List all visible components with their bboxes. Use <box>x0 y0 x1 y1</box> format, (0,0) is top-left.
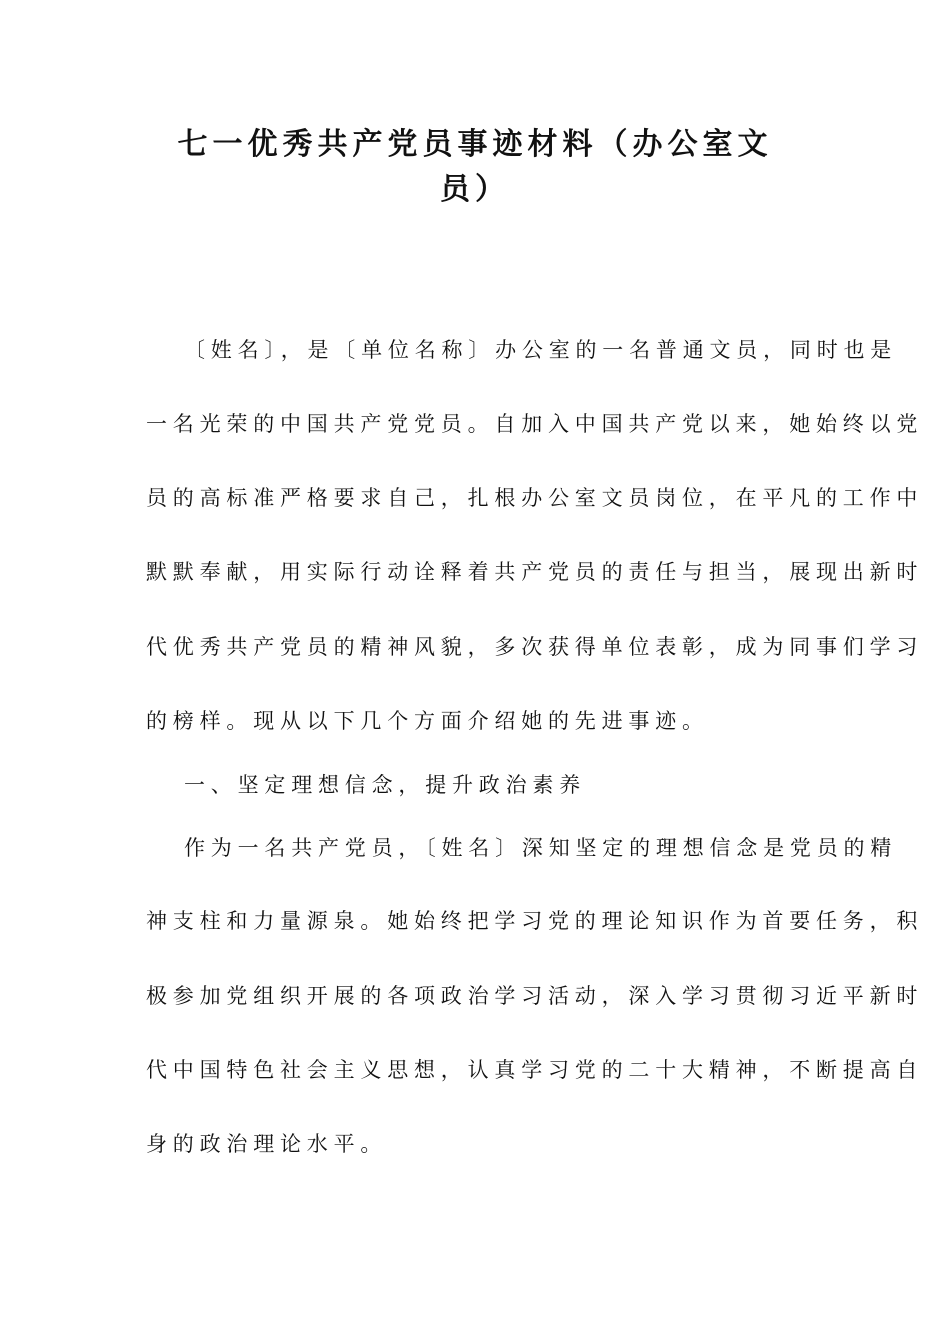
section-heading: 一、坚定理想信念，提升政治素养 <box>184 773 586 797</box>
intro-line: 一名光荣的中国共产党党员。自加入中国共产党以来，她始终以党 <box>146 412 924 436</box>
intro-line: 的榜样。现从以下几个方面介绍她的先进事迹。 <box>146 709 709 733</box>
section-line: 作为一名共产党员，〔姓名〕深知坚定的理想信念是党员的精 <box>184 836 898 860</box>
intro-line: 代优秀共产党员的精神风貌，多次获得单位表彰，成为同事们学习 <box>146 635 924 659</box>
intro-line: 员的高标准严格要求自己，扎根办公室文员岗位，在平凡的工作中 <box>146 486 924 510</box>
document-title-line-2: 员） <box>440 172 510 207</box>
section-line: 代中国特色社会主义思想，认真学习党的二十大精神，不断提高自 <box>146 1058 924 1082</box>
intro-line: 〔姓名〕，是〔单位名称〕办公室的一名普通文员，同时也是 <box>184 338 898 362</box>
intro-line: 默默奉献，用实际行动诠释着共产党员的责任与担当，展现出新时 <box>146 560 924 584</box>
section-line: 极参加党组织开展的各项政治学习活动，深入学习贯彻习近平新时 <box>146 984 924 1008</box>
document-title-line-1: 七一优秀共产党员事迹材料（办公室文 <box>177 127 773 162</box>
section-line: 神支柱和力量源泉。她始终把学习党的理论知识作为首要任务，积 <box>146 909 924 933</box>
section-line: 身的政治理论水平。 <box>146 1132 388 1156</box>
